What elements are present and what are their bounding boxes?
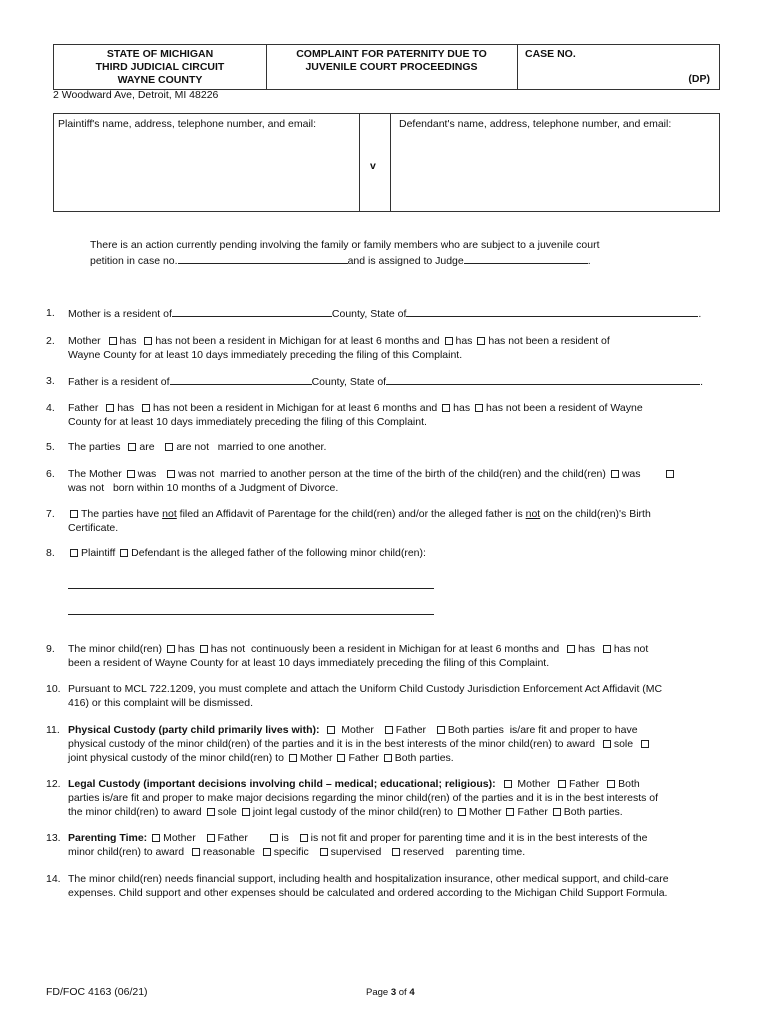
child-county-has-checkbox[interactable] (567, 645, 575, 653)
child-county-has-not-checkbox[interactable] (603, 645, 611, 653)
father-county-has-checkbox[interactable] (442, 404, 450, 412)
parenting-father-checkbox[interactable] (207, 834, 215, 842)
mother-has-checkbox[interactable] (109, 337, 117, 345)
plaintiff-label: Plaintiff's name, address, telephone number, and email: (58, 118, 317, 130)
father-state-field[interactable] (386, 374, 700, 385)
court-name-cell (54, 45, 267, 89)
father-has-checkbox[interactable] (106, 404, 114, 412)
versus-label: v (370, 160, 376, 172)
physical-to-father-checkbox[interactable] (337, 754, 345, 762)
intro-paragraph (90, 238, 710, 269)
plaintiff-box[interactable] (53, 113, 360, 212)
legal-to-mother-checkbox[interactable] (458, 808, 466, 816)
parties-are-checkbox[interactable] (128, 443, 136, 451)
mother-was-not-married-checkbox[interactable] (167, 470, 175, 478)
mother-has-not-checkbox[interactable] (144, 337, 152, 345)
defendant-box[interactable] (390, 113, 720, 212)
child-was-not-born-checkbox[interactable] (666, 470, 674, 478)
mother-county-field[interactable] (172, 306, 332, 317)
mother-county-has-not-checkbox[interactable] (477, 337, 485, 345)
physical-joint-checkbox[interactable] (641, 740, 649, 748)
physical-mother-checkbox[interactable] (327, 726, 335, 734)
caption-header (53, 44, 720, 90)
pending-case-no-field[interactable] (178, 253, 348, 264)
intro-line1: There is an action currently pending involving the family or family members who are subject to a juvenile court (90, 239, 600, 251)
legal-sole-checkbox[interactable] (207, 808, 215, 816)
mother-was-married-checkbox[interactable] (127, 470, 135, 478)
legal-both-checkbox[interactable] (607, 780, 615, 788)
child-name-line-1[interactable] (68, 588, 434, 589)
parenting-reasonable-checkbox[interactable] (192, 848, 200, 856)
plaintiff-alleged-father-checkbox[interactable] (70, 549, 78, 557)
physical-sole-checkbox[interactable] (603, 740, 611, 748)
child-name-line-2[interactable] (68, 614, 434, 615)
legal-mother-checkbox[interactable] (504, 780, 512, 788)
case-number-cell[interactable] (517, 45, 718, 89)
parenting-supervised-checkbox[interactable] (320, 848, 328, 856)
form-title-line2: JUVENILE COURT PROCEEDINGS (305, 61, 478, 73)
physical-to-both-checkbox[interactable] (384, 754, 392, 762)
court-county: WAYNE COUNTY (117, 74, 203, 86)
child-has-resident-checkbox[interactable] (167, 645, 175, 653)
versus-box (358, 113, 390, 212)
parenting-specific-checkbox[interactable] (263, 848, 271, 856)
legal-to-father-checkbox[interactable] (506, 808, 514, 816)
parenting-reserved-checkbox[interactable] (392, 848, 400, 856)
form-title-line1: COMPLAINT FOR PATERNITY DUE TO (296, 48, 487, 60)
legal-to-both-checkbox[interactable] (553, 808, 561, 816)
parenting-is-checkbox[interactable] (270, 834, 278, 842)
defendant-alleged-father-checkbox[interactable] (120, 549, 128, 557)
parenting-mother-checkbox[interactable] (152, 834, 160, 842)
affidavit-not-filed-checkbox[interactable] (70, 510, 78, 518)
child-was-born-checkbox[interactable] (611, 470, 619, 478)
mother-state-field[interactable] (406, 306, 698, 317)
mother-county-has-checkbox[interactable] (445, 337, 453, 345)
court-circuit: THIRD JUDICIAL CIRCUIT (95, 61, 225, 73)
court-state: STATE OF MICHIGAN (106, 48, 214, 60)
child-has-not-resident-checkbox[interactable] (200, 645, 208, 653)
father-county-has-not-checkbox[interactable] (475, 404, 483, 412)
parenting-is-not-checkbox[interactable] (300, 834, 308, 842)
father-county-field[interactable] (170, 374, 312, 385)
form-title-cell (266, 45, 518, 89)
case-type-suffix: (DP) (688, 73, 710, 85)
form-id: FD/FOC 4163 (06/21) (46, 986, 148, 998)
intro-line2: petition in case no. and is assigned to Judge . (90, 255, 591, 267)
court-address: 2 Woodward Ave, Detroit, MI 48226 (53, 89, 219, 101)
physical-both-checkbox[interactable] (437, 726, 445, 734)
physical-father-checkbox[interactable] (385, 726, 393, 734)
legal-father-checkbox[interactable] (558, 780, 566, 788)
defendant-label: Defendant's name, address, telephone number, and email: (399, 118, 672, 130)
legal-joint-checkbox[interactable] (242, 808, 250, 816)
parties-are-not-checkbox[interactable] (165, 443, 173, 451)
case-no-label: CASE NO. (525, 48, 576, 60)
page-indicator: Page 3 of 4 (366, 987, 415, 998)
father-has-not-checkbox[interactable] (142, 404, 150, 412)
physical-to-mother-checkbox[interactable] (289, 754, 297, 762)
judge-name-field[interactable] (464, 253, 588, 264)
